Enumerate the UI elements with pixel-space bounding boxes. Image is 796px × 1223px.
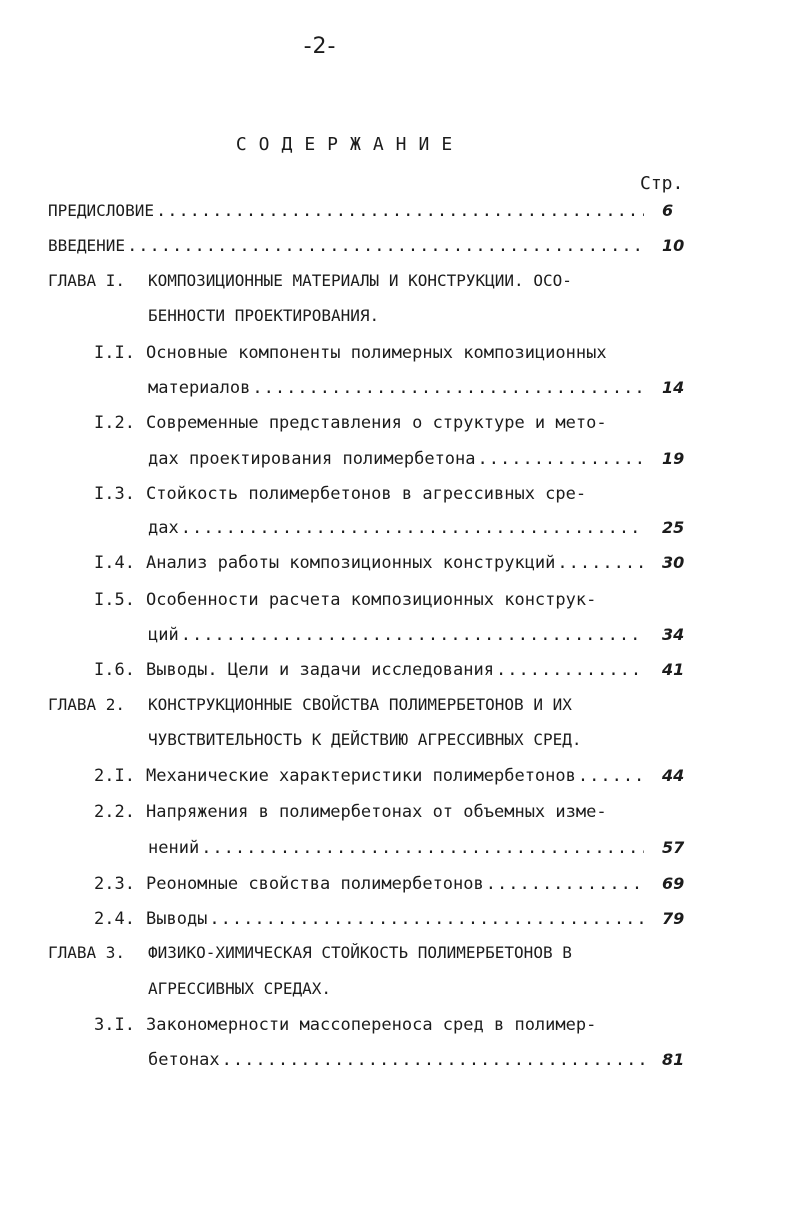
toc-chapter-3-cont (148, 976, 644, 1002)
toc-section-2-4[interactable] (94, 906, 644, 932)
toc-section-1-2[interactable] (94, 410, 644, 436)
toc-section-1-5[interactable] (94, 587, 644, 613)
section-number: I.6. (94, 660, 135, 680)
leader-dots (486, 871, 644, 897)
chapter-label: ГЛАВА 2. (48, 695, 126, 714)
leader-dots (478, 446, 644, 472)
section-title-line2: нений (148, 838, 200, 858)
toc-page-1-1: 14 (662, 378, 685, 397)
leader-dots (252, 375, 644, 401)
toc-section-1-3-cont (148, 515, 644, 541)
section-title-line1: Реономные свойства полимербетонов (146, 874, 484, 894)
section-title-line1: Механические характеристики полимербетонов (146, 766, 576, 786)
toc-entry-preface[interactable] (48, 198, 644, 224)
toc-section-2-1[interactable] (94, 763, 644, 789)
chapter-title-line1: КОМПОЗИЦИОННЫЕ МАТЕРИАЛЫ И КОНСТРУКЦИИ. ОСО- (148, 271, 572, 290)
section-title-line1: Анализ работы композиционных конструкций (146, 553, 556, 573)
section-title-line1: Стойкость полимербетонов в агрессивных сре- (146, 484, 587, 504)
toc-section-1-3[interactable] (94, 481, 644, 507)
toc-page-2-1: 44 (662, 766, 685, 785)
toc-page-intro: 10 (662, 236, 685, 255)
leader-dots (127, 233, 644, 259)
chapter-title-line2: ЧУВСТВИТЕЛЬНОСТЬ К ДЕЙСТВИЮ АГРЕССИВНЫХ СРЕД. (148, 730, 582, 749)
toc-page-2-2: 57 (662, 838, 685, 857)
section-number: I.2. (94, 413, 135, 433)
toc-chapter-1-cont (148, 303, 644, 329)
section-title-line1: Закономерности массопереноса сред в полимер- (146, 1015, 597, 1035)
section-number: I.3. (94, 484, 135, 504)
section-number: 2.I. (94, 766, 135, 786)
leader-dots (222, 1047, 644, 1073)
toc-section-2-2[interactable] (94, 799, 644, 825)
section-number: 2.3. (94, 874, 135, 894)
toc-page-1-6: 41 (662, 660, 685, 679)
toc-section-3-1[interactable] (94, 1012, 644, 1038)
toc-chapter-1[interactable] (48, 268, 644, 294)
toc-section-1-1[interactable] (94, 340, 644, 366)
section-number: I.I. (94, 343, 135, 363)
chapter-title-line1: КОНСТРУКЦИОННЫЕ СВОЙСТВА ПОЛИМЕРБЕТОНОВ И ИХ (148, 695, 572, 714)
chapter-title-line2: АГРЕССИВНЫХ СРЕДАХ. (148, 979, 332, 998)
toc-section-1-6[interactable] (94, 657, 644, 683)
section-title-line1: Выводы (146, 909, 208, 929)
toc-section-1-4[interactable] (94, 550, 644, 576)
toc-entry-label: ВВЕДЕНИЕ (48, 236, 126, 255)
section-number: 3.I. (94, 1015, 135, 1035)
toc-section-1-5-cont (148, 622, 644, 648)
section-title-line2: материалов (148, 378, 251, 398)
leader-dots (181, 515, 644, 541)
toc-page-2-3: 69 (662, 874, 685, 893)
toc-page-1-5: 34 (662, 625, 685, 644)
leader-dots (496, 657, 644, 683)
page-number: -2- (303, 34, 337, 59)
toc-section-2-2-cont (148, 835, 644, 861)
section-number: I.4. (94, 553, 135, 573)
toc-chapter-3[interactable] (48, 940, 644, 966)
section-title-line1: Современные представления о структуре и мето- (146, 413, 607, 433)
section-title-line1: Выводы. Цели и задачи исследования (146, 660, 494, 680)
section-number: I.5. (94, 590, 135, 610)
toc-entry-label: ПРЕДИСЛОВИЕ (48, 201, 154, 220)
toc-page-3-1: 81 (662, 1050, 685, 1069)
chapter-label: ГЛАВА I. (48, 271, 126, 290)
chapter-label: ГЛАВА 3. (48, 943, 126, 962)
toc-entry-intro[interactable] (48, 233, 644, 259)
leader-dots (557, 550, 644, 576)
section-number: 2.2. (94, 802, 135, 822)
toc-page-1-2: 19 (662, 449, 685, 468)
toc-section-1-2-cont (148, 446, 644, 472)
leader-dots (209, 906, 644, 932)
toc-page-preface: 6 (662, 201, 674, 220)
section-title-line1: Особенности расчета композиционных конструк- (146, 590, 597, 610)
leader-dots (578, 763, 644, 789)
toc-section-3-1-cont (148, 1047, 644, 1073)
section-title-line1: Основные компоненты полимерных композиционных (146, 343, 607, 363)
leader-dots (181, 622, 644, 648)
toc-chapter-2-cont (148, 727, 644, 753)
chapter-title-line1: ФИЗИКО-ХИМИЧЕСКАЯ СТОЙКОСТЬ ПОЛИМЕРБЕТОНОВ В (148, 943, 572, 962)
section-number: 2.4. (94, 909, 135, 929)
toc-section-2-3[interactable] (94, 871, 644, 897)
toc-section-1-1-cont (148, 375, 644, 401)
toc-chapter-2[interactable] (48, 692, 644, 718)
chapter-title-line2: БЕННОСТИ ПРОЕКТИРОВАНИЯ. (148, 306, 380, 325)
toc-page-2-4: 79 (662, 909, 685, 928)
page-column-label: Стр. (640, 173, 684, 194)
section-title-line1: Напряжения в полимербетонах от объемных изме- (146, 802, 607, 822)
section-title-line2: бетонах (148, 1050, 220, 1070)
toc-page-1-4: 30 (662, 553, 685, 572)
leader-dots (156, 198, 644, 224)
section-title-line2: дах проектирования полимербетона (148, 449, 476, 469)
section-title-line2: дах (148, 518, 179, 538)
leader-dots (201, 835, 644, 861)
toc-page-1-3: 25 (662, 518, 685, 537)
section-title-line2: ций (148, 625, 179, 645)
page-title: СОДЕРЖАНИЕ (235, 134, 465, 155)
